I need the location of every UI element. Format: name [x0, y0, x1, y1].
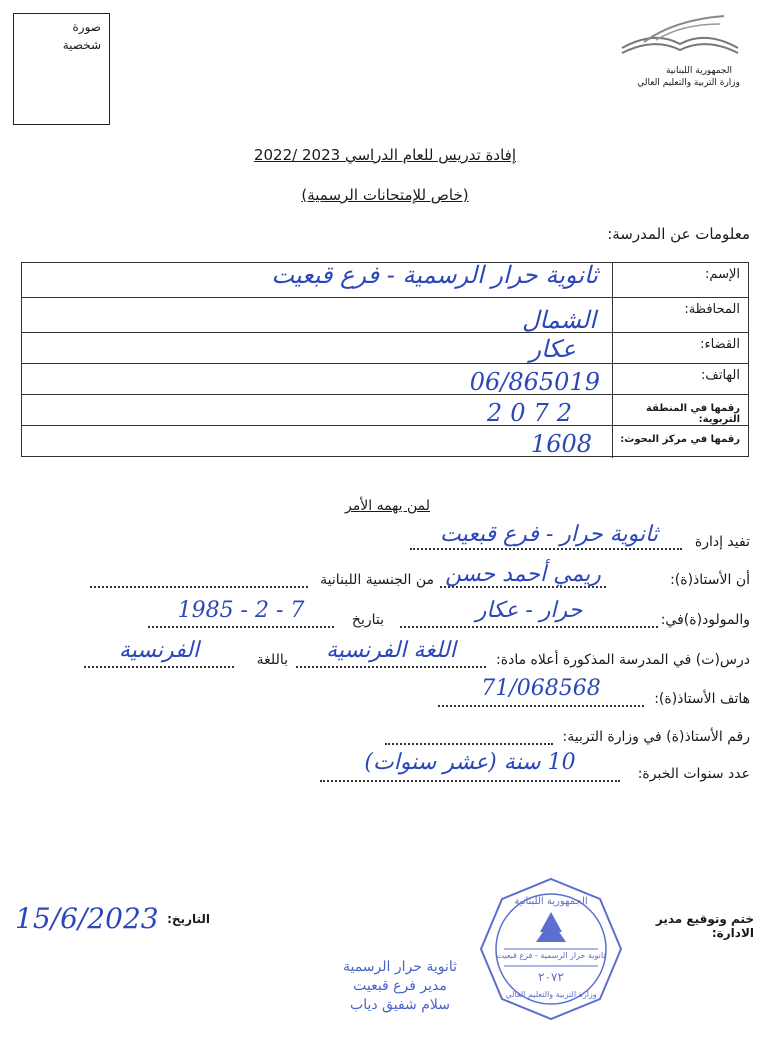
- row-value-research-number: 1608: [530, 430, 592, 458]
- nationality-text: من الجنسية اللبنانية: [320, 572, 434, 588]
- page-subtitle: (خاص للإمتحانات الرسمية): [301, 186, 469, 204]
- row-value-district: عكار: [529, 335, 576, 363]
- teacher-phone-value: 71/068568: [481, 676, 601, 701]
- row-label-district: القضاء:: [612, 333, 748, 363]
- row-value-phone: 06/865019: [469, 368, 600, 396]
- school-info-heading: معلومات عن المدرسة:: [607, 225, 750, 243]
- administration-label: تفيد إدارة: [694, 534, 750, 550]
- table-row: [22, 395, 748, 426]
- row-value-governorate: الشمال: [521, 306, 596, 334]
- cedar-icon: [536, 912, 566, 942]
- photo-label-line1: صورة: [72, 20, 101, 34]
- signature-line2: مدير فرع قبعيت: [353, 978, 447, 994]
- language-label: باللغة: [256, 652, 288, 668]
- stamp-text-bottom: وزارة التربية والتعليم العالي: [505, 990, 597, 999]
- to-whom-heading: لمن يهمه الأمر: [345, 498, 430, 514]
- nationality-dots: [90, 586, 308, 588]
- row-label-name: الإسم:: [612, 263, 748, 297]
- experience-value: 10 سنة (عشر سنوات): [364, 750, 576, 775]
- row-value-name: ثانوية حرار الرسمية - فرع قبعيت: [271, 261, 598, 289]
- photo-box: [13, 13, 110, 125]
- taught-label: درس(ت) في المدرسة المذكورة أعلاه مادة:: [496, 652, 750, 668]
- teacher-phone-dots: [438, 705, 644, 707]
- signature-line3: سلام شفيق دياب: [350, 997, 450, 1013]
- table-row: [22, 333, 748, 364]
- ministry-number-dots: [385, 743, 553, 745]
- row-label-governorate: المحافظة:: [612, 298, 748, 332]
- stamp-text-top: الجمهورية اللبنانية: [514, 896, 588, 907]
- signature-block: [300, 958, 500, 1015]
- table-row: [22, 426, 748, 458]
- teacher-label: أن الأستاذ(ة):: [670, 572, 750, 588]
- photo-label: [41, 18, 101, 54]
- teacher-value: ريمي أحمد حسن: [445, 562, 601, 587]
- ministry-number-label: رقم الأستاذ(ة) في وزارة التربية:: [562, 729, 750, 745]
- born-date-label: بتاريخ: [351, 612, 384, 628]
- born-place-dots: [400, 626, 658, 628]
- row-label-phone: الهاتف:: [612, 364, 748, 394]
- born-date-dots: [148, 626, 334, 628]
- date-label: التاريخ:: [167, 912, 210, 926]
- row-value-edu-zone-number: 2072: [486, 399, 580, 427]
- row-label-edu-zone-number: رقمها في المنطقة التربوية:: [612, 395, 748, 425]
- ministry-logo: [614, 10, 744, 92]
- language-dots: [84, 666, 234, 668]
- subject-dots: [296, 666, 486, 668]
- teacher-phone-label: هاتف الأستاذ(ة):: [654, 691, 750, 707]
- date-value: 15/6/2023: [15, 902, 159, 935]
- page-title: إفادة تدريس للعام الدراسي 2023 /2022: [253, 146, 517, 164]
- director-signature-label: ختم وتوقيع مدير الادارة:: [655, 912, 754, 940]
- row-label-research-number: رقمها في مركز البحوث:: [612, 426, 748, 458]
- born-date-value: 1985 - 2 - 7: [177, 598, 305, 623]
- experience-label: عدد سنوات الخبرة:: [637, 766, 750, 782]
- table-row: [22, 364, 748, 395]
- administration-value: ثانوية حرار - فرع قبعيت: [440, 522, 658, 547]
- administration-dots: [410, 548, 682, 550]
- born-label: والمولود(ة)في:: [660, 612, 750, 628]
- signature-line1: ثانوية حرار الرسمية: [342, 959, 458, 975]
- experience-dots: [320, 780, 620, 782]
- table-row: [22, 263, 748, 298]
- logo-line1: الجمهورية اللبنانية: [665, 66, 732, 76]
- stamp-number: ٢٠٧٢: [538, 970, 564, 984]
- language-value: الفرنسية: [118, 638, 200, 663]
- logo-line2: وزارة التربية والتعليم العالي: [637, 78, 740, 88]
- subject-value: اللغة الفرنسية: [326, 638, 456, 663]
- school-info-table: [21, 262, 749, 457]
- stamp-text-middle: ثانوية حرار الرسمية - فرع قبعيت: [496, 951, 606, 960]
- photo-label-line2: شخصية: [62, 38, 101, 52]
- book-logo-icon: [614, 10, 744, 65]
- born-place-value: حرار - عكار: [475, 598, 583, 623]
- table-row: [22, 298, 748, 333]
